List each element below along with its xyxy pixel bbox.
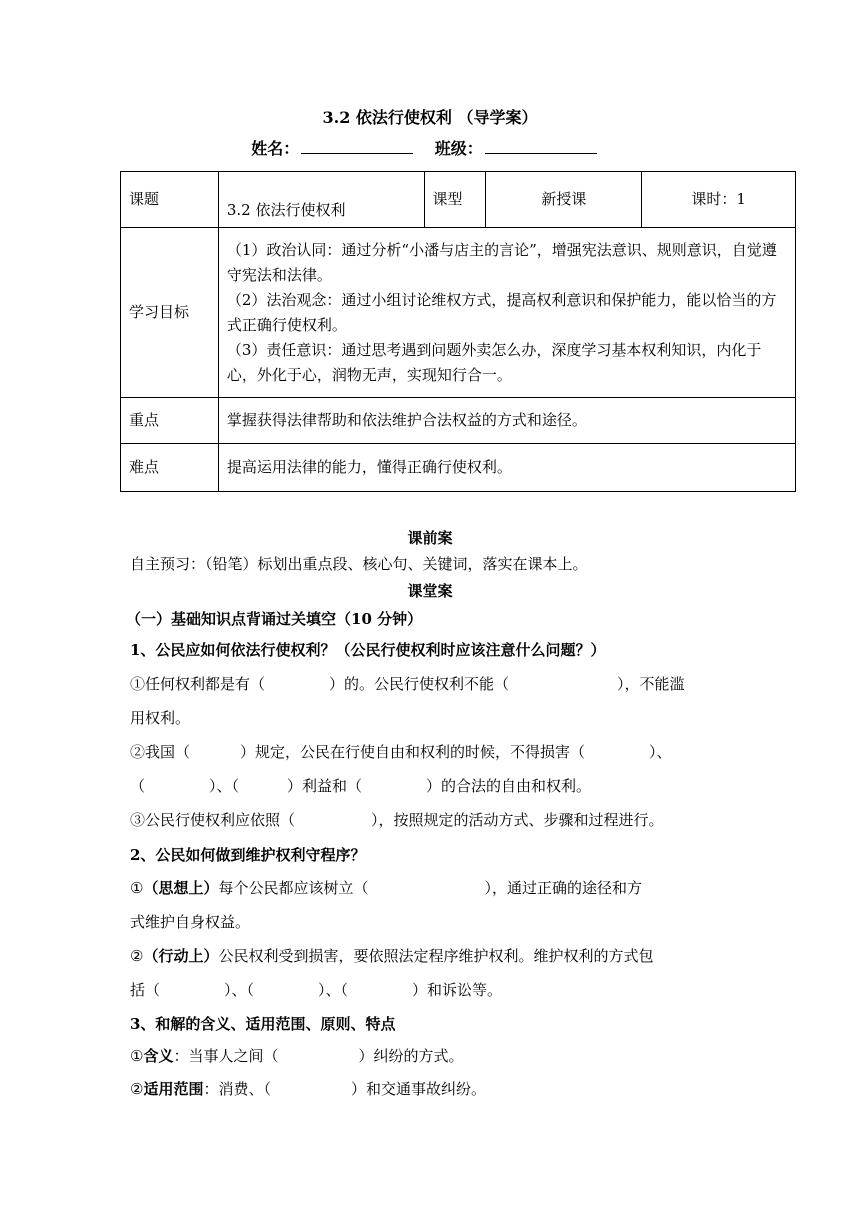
text-segment: ①任何权利都是有（ [130,675,266,693]
inclass-heading: 课堂案 [407,582,453,600]
difficulty-label: 难点 [121,444,219,492]
question-2: 2、公民如何做到维护权利守程序？ [130,846,366,864]
topic-value: 3.2 依法行使权利 [218,172,424,228]
objective-item: （2）法治观念：通过小组讨论维权方式，提高权利意识和保护能力，能以恰当的方式正确行使权利。 [226,290,777,334]
text-segment: （行动上） [143,947,219,965]
q1-answer-2-cont [130,775,770,796]
objectives-cell [218,228,795,398]
text-segment: （思想上） [143,879,219,897]
class-label: 班级： [434,139,483,158]
text-segment: ）、（ [209,777,240,795]
hours-value: 课时：1 [642,172,796,228]
q2-answer-2-cont [130,979,770,1000]
type-label: 课型 [424,172,486,228]
student-info-line [0,136,860,159]
text-segment: ）和交通事故纠纷。 [350,1080,486,1098]
type-value: 新授课 [486,172,642,228]
text-segment: ）、 [649,743,672,761]
text-segment: ②我国（ [130,743,191,761]
topic-label: 课题 [121,172,219,228]
name-blank[interactable] [301,139,413,154]
q2-answer-1-cont: 式维护自身权益。 [130,913,251,931]
q1-answer-2 [130,741,770,762]
table-row [121,398,796,444]
text-segment: ）、（ [224,981,255,999]
text-segment: ）规定，公民在行使自由和权利的时候，不得损害（ [240,743,586,761]
preclass-heading: 课前案 [407,529,453,547]
objective-item: （3）责任意识：通过思考遇到问题外卖怎么办，深度学习基本权利知识，内化于心，外化于心，润物无声，实现知行合一。 [226,340,762,384]
text-segment: （ [130,777,146,795]
question-1: 1、公民应如何依法行使权利？（公民行使权利时应该注意什么问题？） [130,641,606,659]
text-segment: ），不能滥 [617,675,685,693]
q3-answer-1 [130,1045,770,1066]
text-segment: ③公民行使权利应依照（ [130,811,296,829]
q3-answer-2 [130,1078,770,1099]
text-segment: ）、（ [318,981,349,999]
q2-answer-1 [130,877,770,898]
text-segment: 括（ [130,981,161,999]
text-segment: ）和诉讼等。 [412,981,503,999]
preclass-text: 自主预习：（铅笔）标划出重点段、核心句、关键词，落实在课本上。 [130,555,588,573]
text-segment: ），通过正确的途径和方 [484,879,642,897]
lesson-info-table [120,171,796,492]
key-label: 重点 [121,398,219,444]
table-row [121,444,796,492]
table-row [121,172,796,228]
q2-answer-2 [130,945,770,966]
key-value: 掌握获得法律帮助和依法维护合法权益的方式和途径。 [218,398,795,444]
class-blank[interactable] [485,139,597,154]
text-segment: ）纠纷的方式。 [358,1047,464,1065]
text-segment: ① [130,879,144,897]
inclass-subheading: （一）基础知识点背诵过关填空（10 分钟） [126,610,423,628]
text-segment: ：消费、（ [203,1080,271,1098]
text-segment: ② [130,1080,144,1098]
text-segment: 公民权利受到损害，要依照法定程序维护权利。维护权利的方式包 [218,947,654,965]
text-segment: ）的。公民行使权利不能（ [329,675,510,693]
text-segment: ），按照规定的活动方式、步骤和过程进行。 [371,811,664,829]
text-segment: ① [130,1047,144,1065]
name-label: 姓名： [251,139,300,158]
text-segment: ② [130,947,144,965]
difficulty-value: 提高运用法律的能力，懂得正确行使权利。 [218,444,795,492]
text-segment: 每个公民都应该树立（ [218,879,369,897]
page-title: 3.2 依法行使权利 （导学案） [322,108,538,127]
text-segment: ）利益和（ [287,777,363,795]
q1-answer-1-cont: 用权利。 [130,709,191,727]
text-segment: ）的合法的自由和权利。 [426,777,592,795]
question-3: 3、和解的含义、适用范围、原则、特点 [130,1015,396,1033]
objectives-label: 学习目标 [121,228,219,398]
text-segment: 含义 [143,1047,174,1065]
objective-item: （1）政治认同：通过分析“小潘与店主的言论”，增强宪法意识、规则意识，自觉遵守宪法和法律。 [226,240,777,284]
text-segment: 适用范围 [143,1080,204,1098]
text-segment: ：当事人之间（ [173,1047,279,1065]
table-row [121,228,796,398]
q1-answer-1 [130,673,770,694]
q1-answer-3 [130,809,770,830]
